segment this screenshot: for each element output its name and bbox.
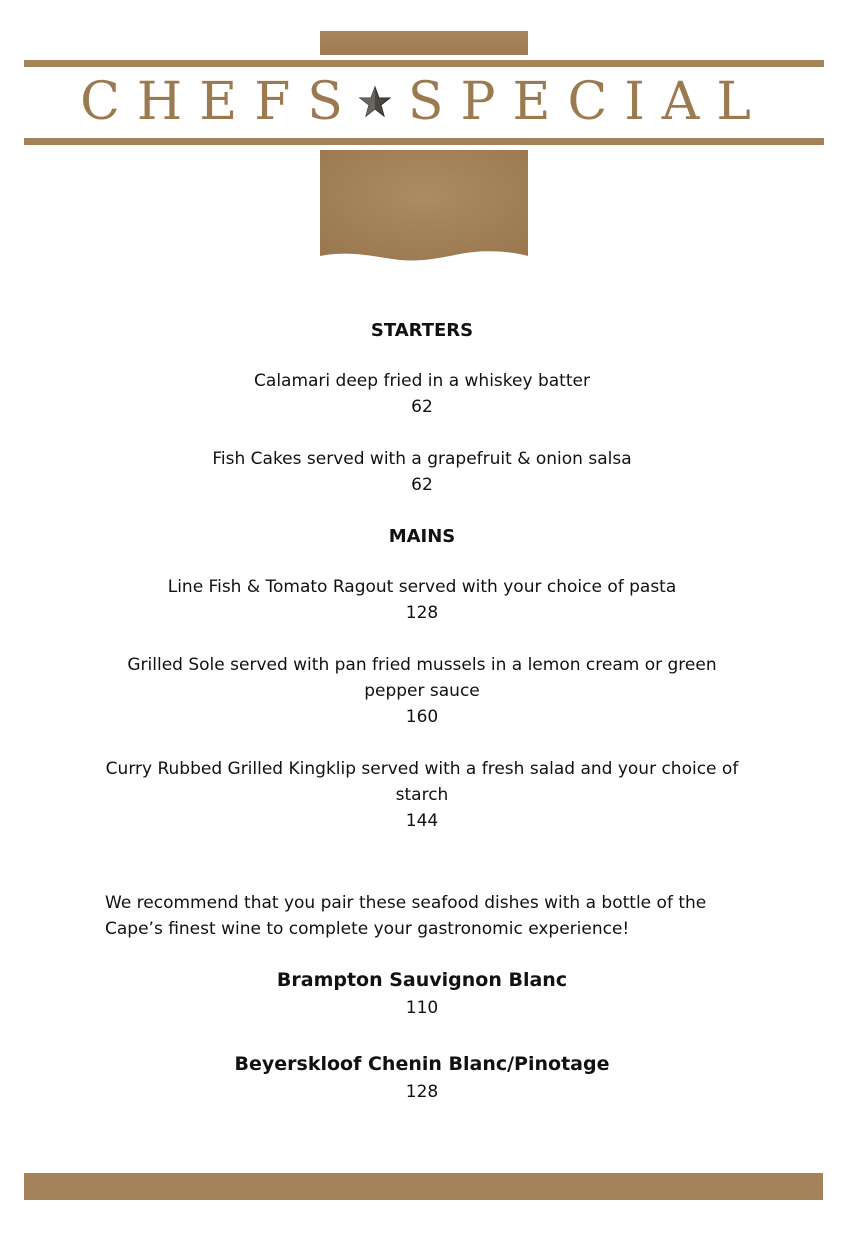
menu-item <box>100 446 744 498</box>
menu-item <box>100 756 744 834</box>
title-word-chefs: CHEFS <box>80 72 360 132</box>
item-description: Grilled Sole served with pan fried mussels in a lemon cream or green pepper sauce <box>127 655 717 701</box>
menu-item <box>100 368 744 420</box>
starters-heading: STARTERS <box>370 320 474 341</box>
wine-name: Beyerskloof Chenin Blanc/Pinotage <box>234 1053 610 1075</box>
item-price: 62 <box>411 397 433 417</box>
header-top-rule <box>24 60 824 67</box>
item-description: Line Fish & Tomato Ragout served with your choice of pasta <box>167 577 677 597</box>
item-description: Calamari deep fried in a whiskey batter <box>254 371 590 391</box>
wine-name: Brampton Sauvignon Blanc <box>276 969 568 991</box>
item-description: Fish Cakes served with a grapefruit & onion salsa <box>212 449 632 469</box>
footer-bar <box>24 1173 823 1200</box>
wine-price: 128 <box>405 1082 439 1102</box>
wine-item <box>100 1050 744 1106</box>
mains-heading: MAINS <box>388 526 456 547</box>
item-price: 128 <box>405 603 439 623</box>
header-top-tab <box>320 31 528 55</box>
wine-price: 110 <box>405 998 439 1018</box>
menu-item <box>100 574 744 626</box>
page-title <box>24 72 824 132</box>
menu-content <box>100 318 744 860</box>
header-bottom-rule <box>24 138 824 145</box>
menu-item <box>100 652 744 730</box>
item-price: 160 <box>405 707 439 727</box>
wine-item <box>100 966 744 1022</box>
item-price: 144 <box>405 811 439 831</box>
star-icon <box>358 85 392 119</box>
header-banner <box>320 150 528 262</box>
title-word-special: SPECIAL <box>407 72 768 132</box>
item-price: 62 <box>411 475 433 495</box>
item-description: Curry Rubbed Grilled Kingklip served with a fresh salad and your choice of starch <box>105 759 739 805</box>
pairing-note: We recommend that you pair these seafood dishes with a bottle of the Cape’s finest wine to complete your gastronomic experience! <box>105 893 707 939</box>
